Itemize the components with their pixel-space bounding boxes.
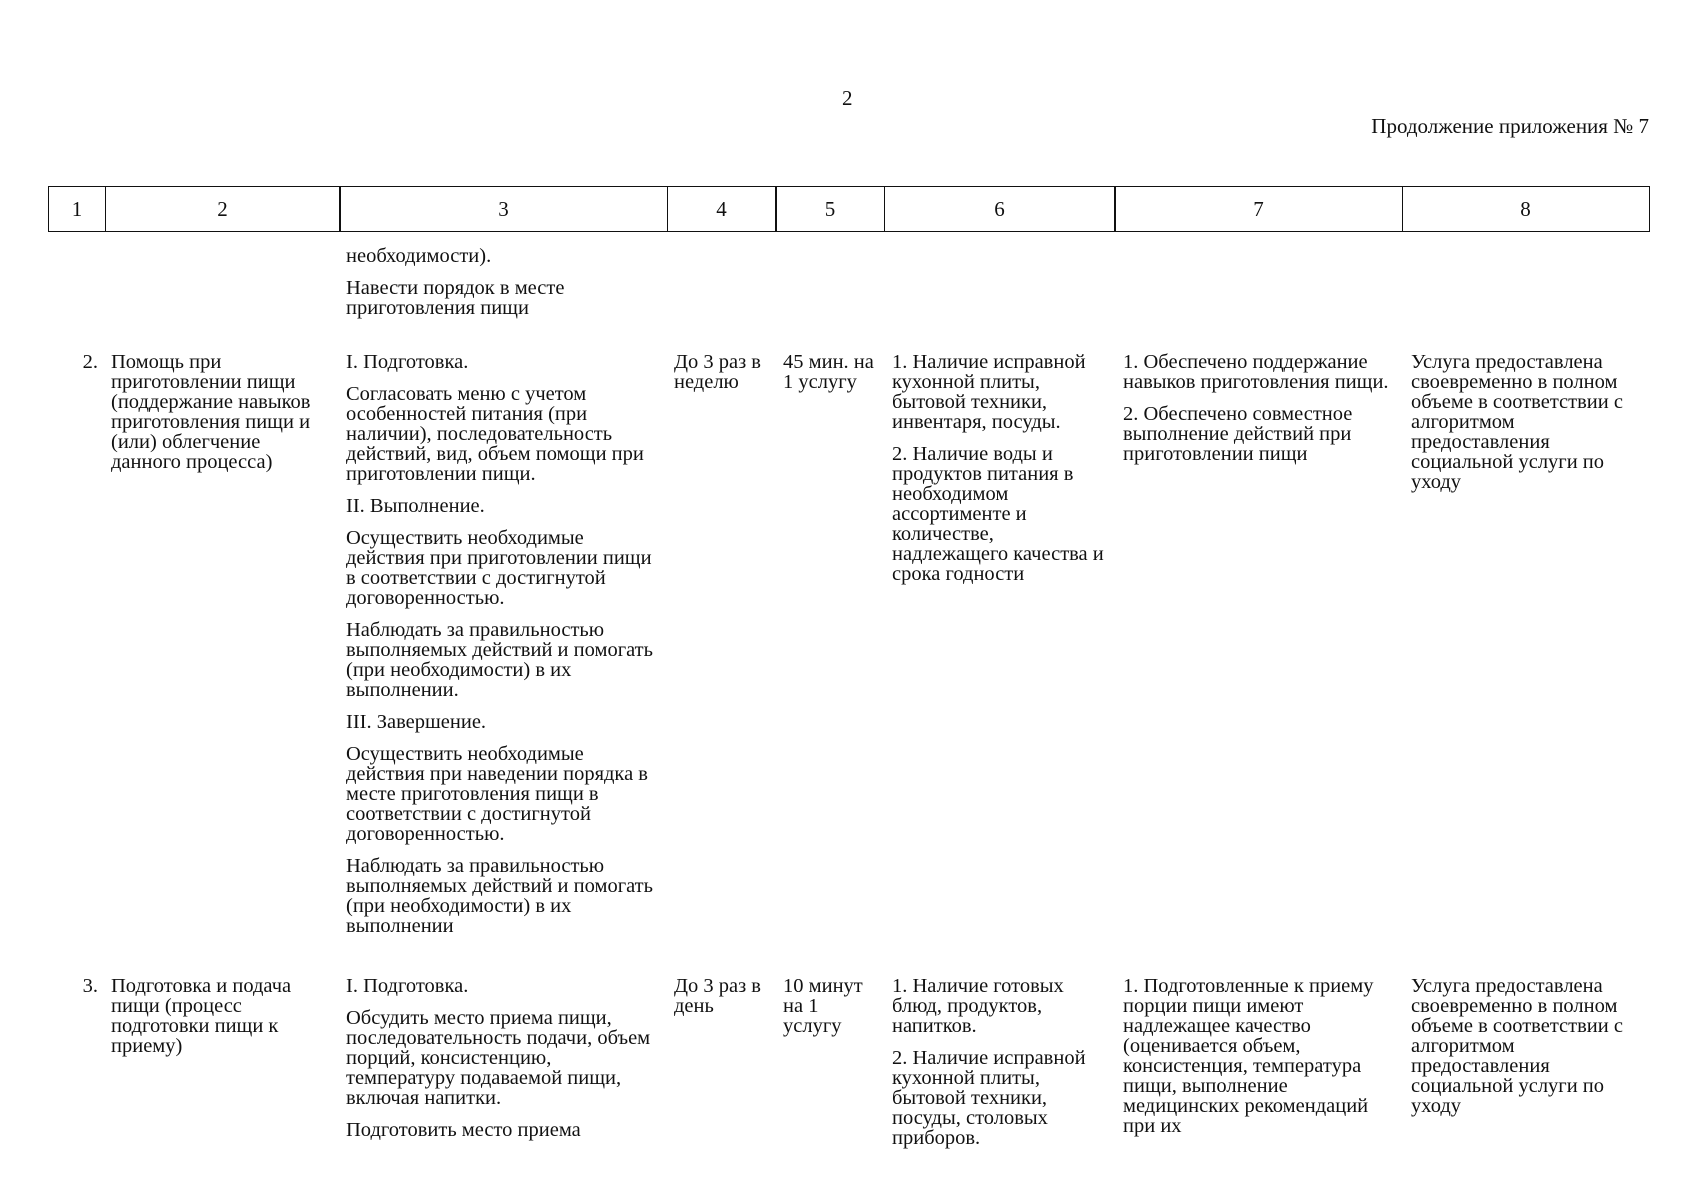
- condition-text: 2. Наличие воды и продуктов питания в необходимом ассортименте и количестве, надлежащего качества и срока годности: [892, 443, 1104, 585]
- action-text: Обсудить место приема пищи, последовательность подачи, объем порций, консистенцию, температуру подаваемой пищи, включая напитки.: [346, 1007, 651, 1109]
- column-number-5: 5: [775, 186, 885, 232]
- action-text: необходимости).: [346, 245, 492, 267]
- action-text: Наблюдать за правильностью выполняемых действий и помогать (при необходимости) в их выполнении.: [346, 619, 653, 701]
- action-text: Осуществить необходимые действия при наведении порядка в месте приготовления пищи в соответствии с достигнутой договоренностью.: [346, 743, 648, 845]
- service-frequency: До 3 раз в день: [674, 975, 761, 1017]
- service-name: Помощь при приготовлении пищи (поддержание навыков приготовления пищи и (или) облегчение данного процесса): [111, 351, 311, 473]
- service-actions: [339, 352, 667, 936]
- row-number: 2.: [82, 351, 98, 373]
- service-actions: [339, 976, 667, 1148]
- condition-text: 1. Наличие исправной кухонной плиты, бытовой техники, инвентаря, посуды.: [892, 351, 1086, 433]
- row-number: 3.: [82, 975, 98, 997]
- table-row: [48, 352, 1651, 936]
- service-results: [1116, 352, 1404, 936]
- table-row: [48, 976, 1651, 1148]
- continuation-label: Продолжение приложения № 7: [1371, 114, 1649, 138]
- action-text: II. Выполнение.: [346, 495, 485, 517]
- action-text: Навести порядок в месте приготовления пищи: [346, 277, 565, 319]
- page-number: 2: [842, 86, 853, 110]
- column-number-4: 4: [667, 186, 777, 232]
- column-number-7: 7: [1114, 186, 1403, 232]
- column-number-3: 3: [339, 186, 668, 232]
- column-number-2: 2: [105, 186, 341, 232]
- condition-text: 1. Наличие готовых блюд, продуктов, напитков.: [892, 975, 1064, 1037]
- service-evaluation: Услуга предоставлена своевременно в полном объеме в соответствии с алгоритмом предоставления социальной услуги по уходу: [1411, 975, 1623, 1117]
- service-actions: [339, 246, 667, 318]
- service-duration: 10 минут на 1 услугу: [783, 975, 863, 1037]
- condition-text: 2. Наличие исправной кухонной плиты, бытовой техники, посуды, столовых приборов.: [892, 1047, 1086, 1149]
- action-text: I. Подготовка.: [346, 975, 469, 997]
- column-number-1: 1: [48, 186, 106, 232]
- action-text: Осуществить необходимые действия при приготовлении пищи в соответствии с достигнутой договоренностью.: [346, 527, 652, 609]
- result-text: 1. Подготовленные к приему порции пищи имеют надлежащее качество (оценивается объем, консистенция, температура пищи, выполнение медицинских рекомендаций при их: [1123, 975, 1374, 1137]
- service-evaluation: Услуга предоставлена своевременно в полном объеме в соответствии с алгоритмом предоставления социальной услуги по уходу: [1411, 351, 1623, 493]
- service-results: [1116, 976, 1404, 1148]
- service-conditions: [885, 976, 1116, 1148]
- action-text: Согласовать меню с учетом особенностей питания (при наличии), последовательность действий, вид, объем помощи при приготовлении пищи.: [346, 383, 644, 485]
- column-number-6: 6: [884, 186, 1116, 232]
- service-name: Подготовка и подача пищи (процесс подготовки пищи к приему): [111, 975, 292, 1057]
- action-text: I. Подготовка.: [346, 351, 469, 373]
- action-text: III. Завершение.: [346, 711, 487, 733]
- column-number-8: 8: [1402, 186, 1650, 232]
- action-text: Наблюдать за правильностью выполняемых действий и помогать (при необходимости) в их выполнении: [346, 855, 653, 937]
- service-name: [104, 246, 339, 318]
- result-text: 1. Обеспечено поддержание навыков приготовления пищи.: [1123, 351, 1389, 393]
- action-text: Подготовить место приема: [346, 1119, 581, 1141]
- service-duration: 45 мин. на 1 услугу: [783, 351, 874, 393]
- service-conditions: [885, 352, 1116, 936]
- result-text: 2. Обеспечено совместное выполнение действий при приготовлении пищи: [1123, 403, 1353, 465]
- table-header-row: [48, 186, 1650, 232]
- table-row: [48, 246, 667, 318]
- row-number: [48, 246, 104, 318]
- service-frequency: До 3 раз в неделю: [674, 351, 761, 393]
